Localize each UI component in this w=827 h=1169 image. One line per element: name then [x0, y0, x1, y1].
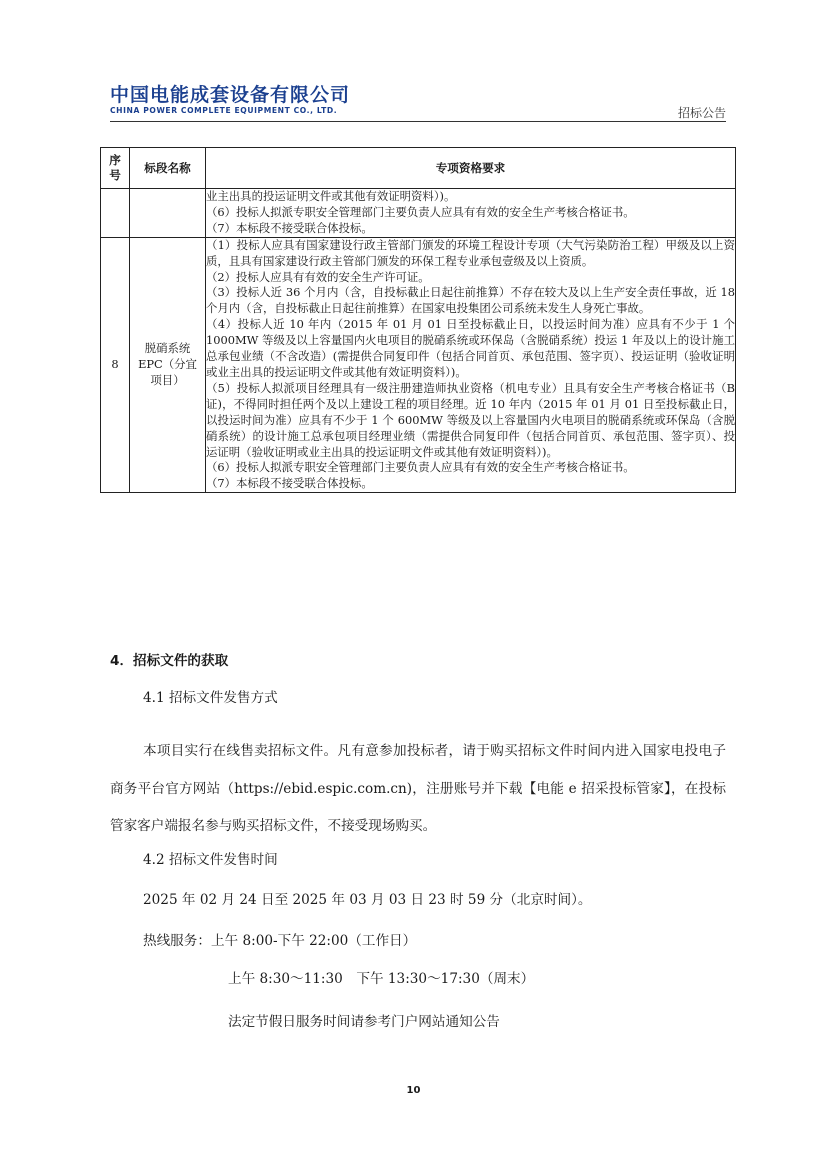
requirement-line: 业主出具的投运证明文件或其他有效证明资料）)。: [206, 189, 456, 203]
company-logo-en: CHINA POWER COMPLETE EQUIPMENT CO., LTD.: [110, 106, 338, 115]
subsection-title: 4.2 招标文件发售时间: [143, 852, 278, 868]
hotline-holiday: 法定节假日服务时间请参考门户网站通知公告: [228, 1014, 500, 1030]
page-header: [110, 84, 726, 120]
requirement-item: （4）投标人近 10 年内（2015 年 01 月 01 日至投标截止日，以投运时间为准）应具有不少于 1 个 1000MW 等级及以上容量国内火电项目的脱硝系统或环保岛（含脱硝系统）投运 1 年及以上的设计施工总承包业绩（不含改造）(需提供合同复印件（包括合同首页、承包范围、签字页）、投运证明（验收证明或业主出具的投运证明文件或其他有效证明资料）)。: [206, 317, 735, 379]
section-title: 4．招标文件的获取: [110, 653, 229, 669]
cell-requirements: [206, 237, 736, 493]
document-type: 招标公告: [677, 106, 726, 120]
subsection-title: 4.1 招标文件发售方式: [143, 690, 278, 706]
hotline-weekend: 上午 8:30～11:30 下午 13:30～17:30（周末）: [228, 971, 535, 987]
requirement-item: （7）本标段不接受联合体投标。: [206, 476, 373, 491]
table-row-continued: [101, 189, 736, 238]
header-number: 序号: [101, 148, 130, 189]
requirement-item: （5）投标人拟派项目经理具有一级注册建造师执业资格（机电专业）且具有安全生产考核合格证书（B 证)，不得同时担任两个及以上建设工程的项目经理。近 10 年内（2015 年 01 月 01 日至投标截止日，以投运时间为准）应具有不少于 1 个 600MW 等级及以上容量国内火电项目的脱硝系统或环保岛（含脱硝系统）的设计施工总承包项目经理业绩（需提供合同复印件（包括合同首页、承包范围、签字页）、投运证明（验收证明或业主出具的投运证明文件或其他有效证明资料）)。: [206, 380, 735, 459]
cell-name-empty: [130, 189, 206, 238]
sale-time: 2025 年 02 月 24 日至 2025 年 03 月 03 日 23 时 59 分（北京时间）。: [143, 892, 592, 908]
header-requirements: 专项资格要求: [206, 148, 736, 189]
page-number: 10: [406, 1085, 421, 1096]
qualification-table: [100, 147, 736, 493]
cell-requirements-continued: [206, 189, 736, 238]
requirement-line: （7）本标段不接受联合体投标。: [206, 220, 373, 235]
cell-number-empty: [101, 189, 130, 238]
cell-number: 8: [101, 237, 130, 493]
paragraph: 本项目实行在线售卖招标文件。凡有意参加投标者，请于购买招标文件时间内进入国家电投电子商务平台官方网站（https://ebid.espic.com.cn)，注册账号并下载【电能 e 招采投标管家】，在投标管家客户端报名参与购买招标文件，不接受现场购买。: [110, 743, 726, 834]
hotline-workday: 热线服务：上午 8:00-下午 22:00（工作日）: [143, 933, 417, 949]
requirement-item: （6）投标人拟派专职安全管理部门主要负责人应具有有效的安全生产考核合格证书。: [206, 460, 635, 475]
table-row: [101, 237, 736, 493]
company-logo-cn: 中国电能成套设备有限公司: [110, 84, 351, 106]
requirement-item: （1）投标人应具有国家建设行政主管部门颁发的环境工程设计专项（大气污染防治工程）甲级及以上资质，且具有国家建设行政主管部门颁发的环保工程专业承包壹级及以上资质。: [206, 237, 735, 268]
requirement-line: （6）投标人拟派专职安全管理部门主要负责人应具有有效的安全生产考核合格证书。: [206, 204, 635, 219]
requirement-item: （3）投标人近 36 个月内（含，自投标截止日起往前推算）不存在较大及以上生产安全责任事故，近 18 个月内（含，自投标截止日起往前推算）在国家电投集团公司系统未发生人身死亡事故。: [206, 285, 735, 316]
cell-section-name: 脱硝系统EPC（分宜项目）: [130, 237, 206, 493]
table-header-row: [101, 148, 736, 189]
header-section-name: 标段名称: [130, 148, 206, 189]
header-divider: [110, 121, 726, 122]
requirement-item: （2）投标人应具有有效的安全生产许可证。: [206, 269, 430, 284]
